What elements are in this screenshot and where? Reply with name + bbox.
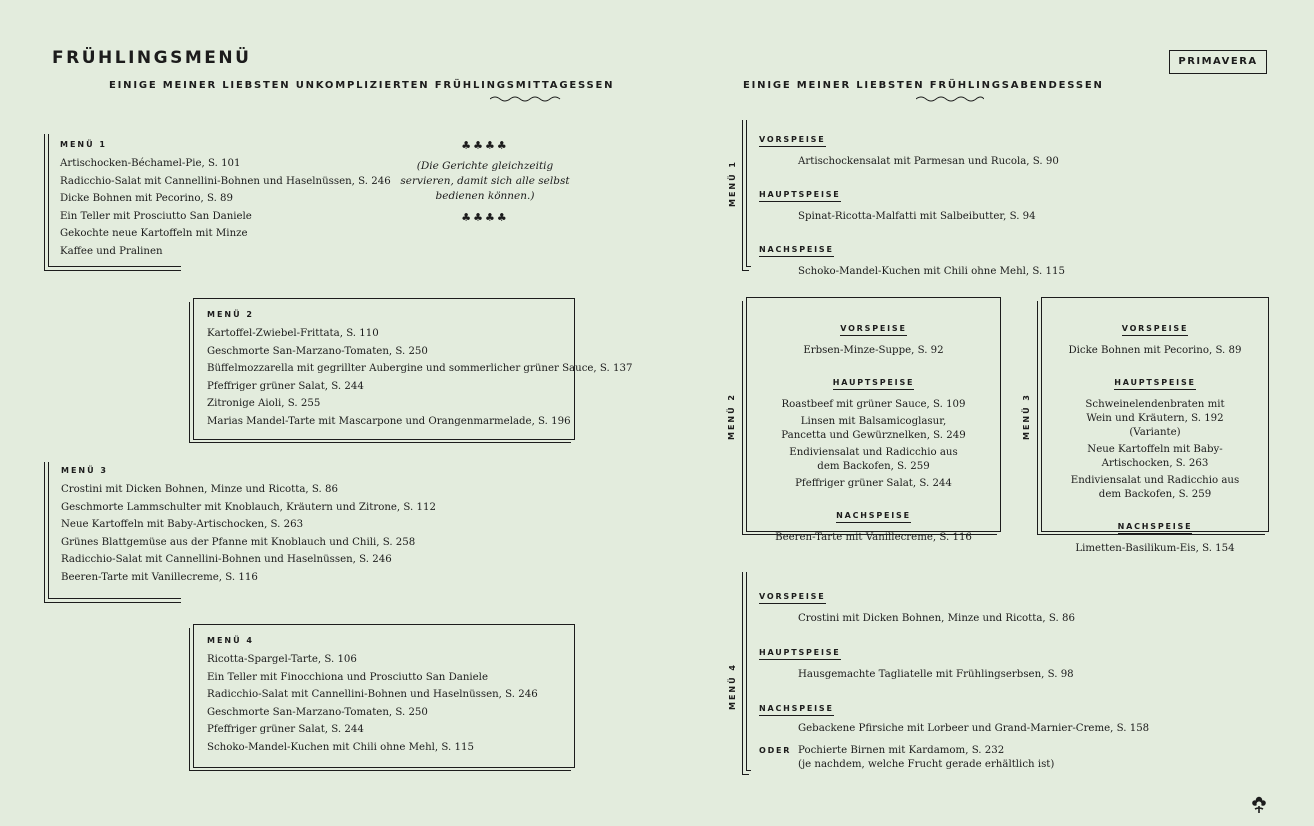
dish: Endiviensalat und Radicchio aus dem Backofen, S. 259: [1070, 475, 1240, 500]
course-label: HAUPTSPEISE: [759, 648, 841, 660]
dish: Gebackene Pfirsiche mit Lorbeer und Grand-Marnier-Creme, S. 158: [798, 723, 1150, 734]
dinner-subtitle: EINIGE MEINER LIEBSTEN FRÜHLINGSABENDESSEN: [743, 80, 1104, 91]
menu-item: Ein Teller mit Finocchiona und Prosciutto San Daniele: [207, 671, 488, 683]
lunch-menu-1: [60, 140, 391, 260]
menu-label: MENÜ 2: [207, 310, 254, 319]
dish: Pfeffriger grüner Salat, S. 244: [795, 478, 952, 489]
flower-icon: [1250, 794, 1268, 814]
menu-item: Dicke Bohnen mit Pecorino, S. 89: [60, 193, 234, 204]
course-label: VORSPEISE: [840, 324, 907, 336]
menu-item: Geschmorte San-Marzano-Tomaten, S. 250: [207, 706, 428, 718]
menu-label: MENÜ 2: [727, 393, 736, 440]
lunch-menu-3: [61, 466, 436, 586]
course-label: NACHSPEISE: [759, 245, 834, 257]
or-label: ODER: [759, 746, 792, 755]
note-text: (Die Gerichte gleichzeitig servieren, damit sich alle selbst bedienen können.): [400, 160, 570, 202]
ornament-icon: ♣♣♣♣: [461, 139, 509, 152]
menu-item: Pfeffriger grüner Salat, S. 244: [207, 724, 364, 735]
menu-item: Kartoffel-Zwiebel-Frittata, S. 110: [207, 328, 379, 339]
dish: Roastbeef mit grüner Sauce, S. 109: [781, 399, 966, 410]
dinner-menu-4: [759, 584, 1179, 772]
lunch-menu-2: [193, 298, 633, 440]
dish-note: (je nachdem, welche Frucht gerade erhältlich ist): [798, 759, 1055, 770]
menu-item: Geschmorte San-Marzano-Tomaten, S. 250: [207, 345, 428, 357]
menu-label: MENÜ 3: [1022, 393, 1031, 440]
ornament-icon: ♣♣♣♣: [461, 211, 509, 224]
dish: Hausgemachte Tagliatelle mit Frühlingserbsen, S. 98: [798, 669, 1074, 680]
serving-note: [390, 138, 580, 225]
menu-item: Geschmorte Lammschulter mit Knoblauch, Kräutern und Zitrone, S. 112: [61, 501, 436, 513]
menu-item: Pfeffriger grüner Salat, S. 244: [207, 380, 364, 392]
dish: Erbsen-Minze-Suppe, S. 92: [803, 345, 944, 356]
dish: Artischockensalat mit Parmesan und Rucola, S. 90: [798, 156, 1059, 167]
menu-item: Ein Teller mit Prosciutto San Daniele: [60, 210, 252, 222]
menu-item: Kaffee und Pralinen: [60, 245, 163, 257]
menu-item: Grünes Blattgemüse aus der Pfanne mit Knoblauch und Chili, S. 258: [61, 536, 416, 548]
menu-label: MENÜ 1: [728, 160, 737, 207]
page-title: FRÜHLINGSMENÜ: [52, 48, 252, 68]
dish: Schweinelendenbraten mit Wein und Kräutern, S. 192 (Variante): [1085, 399, 1225, 438]
dinner-menu-1: [759, 127, 1089, 279]
dish: Limetten-Basilikum-Eis, S. 154: [1075, 543, 1235, 554]
menu-item: Schoko-Mandel-Kuchen mit Chili ohne Mehl, S. 115: [207, 741, 474, 753]
course-label: HAUPTSPEISE: [1114, 378, 1196, 390]
course-label: VORSPEISE: [759, 135, 826, 147]
dinner-menu-2: [746, 297, 1001, 543]
dish: Beeren-Tarte mit Vanillecreme, S. 116: [775, 532, 972, 543]
menu-label: MENÜ 3: [61, 466, 108, 475]
frame-line: [746, 572, 751, 771]
menu-label: MENÜ 1: [60, 140, 107, 149]
section-tag: PRIMAVERA: [1169, 50, 1267, 74]
dish: Spinat-Ricotta-Malfatti mit Salbeibutter, S. 94: [798, 211, 1036, 222]
dinner-menu-3: [1041, 297, 1269, 554]
dish: Crostini mit Dicken Bohnen, Minze und Ricotta, S. 86: [798, 613, 1075, 624]
menu-label: MENÜ 4: [207, 636, 254, 645]
lunch-menu-4: [193, 624, 575, 768]
dish: Schoko-Mandel-Kuchen mit Chili ohne Mehl, S. 115: [798, 266, 1065, 277]
frame-line: [746, 120, 751, 267]
course-label: HAUPTSPEISE: [833, 378, 915, 390]
menu-item: Marias Mandel-Tarte mit Mascarpone und Orangenmarmelade, S. 196: [207, 415, 571, 427]
dish: Pochierte Birnen mit Kardamom, S. 232: [798, 745, 1005, 756]
course-label: NACHSPEISE: [836, 511, 911, 523]
menu-item: Radicchio-Salat mit Cannellini-Bohnen und Haselnüssen, S. 246: [60, 175, 391, 187]
menu-label: MENÜ 4: [728, 663, 737, 710]
menu-item: Artischocken-Béchamel-Pie, S. 101: [60, 158, 241, 169]
dish: Linsen mit Balsamicoglasur, Pancetta und Gewürznelken, S. 249: [781, 416, 966, 441]
squiggle-decoration: [916, 95, 984, 103]
course-label: NACHSPEISE: [1118, 522, 1193, 534]
menu-item: Ricotta-Spargel-Tarte, S. 106: [207, 654, 357, 665]
menu-item: Gekochte neue Kartoffeln mit Minze: [60, 228, 248, 239]
squiggle-decoration: [490, 95, 565, 103]
course-label: VORSPEISE: [759, 592, 826, 604]
menu-item: Büffelmozzarella mit gegrillter Aubergine und sommerlicher grüner Sauce, S. 137: [207, 363, 633, 374]
menu-item: Crostini mit Dicken Bohnen, Minze und Ricotta, S. 86: [61, 484, 338, 495]
course-label: NACHSPEISE: [759, 704, 834, 716]
dish: Endiviensalat und Radicchio aus dem Backofen, S. 259: [789, 447, 958, 472]
menu-item: Radicchio-Salat mit Cannellini-Bohnen und Haselnüssen, S. 246: [61, 554, 392, 565]
course-label: HAUPTSPEISE: [759, 190, 841, 202]
course-label: VORSPEISE: [1122, 324, 1189, 336]
menu-item: Beeren-Tarte mit Vanillecreme, S. 116: [61, 571, 258, 583]
menu-item: Zitronige Aioli, S. 255: [207, 398, 321, 409]
dish: Dicke Bohnen mit Pecorino, S. 89: [1068, 345, 1242, 356]
lunch-subtitle: EINIGE MEINER LIEBSTEN UNKOMPLIZIERTEN FRÜHLINGSMITTAGESSEN: [109, 80, 615, 91]
menu-item: Radicchio-Salat mit Cannellini-Bohnen und Haselnüssen, S. 246: [207, 689, 538, 700]
menu-item: Neue Kartoffeln mit Baby-Artischocken, S. 263: [61, 519, 304, 530]
dish: Neue Kartoffeln mit Baby-Artischocken, S. 263: [1087, 444, 1223, 469]
